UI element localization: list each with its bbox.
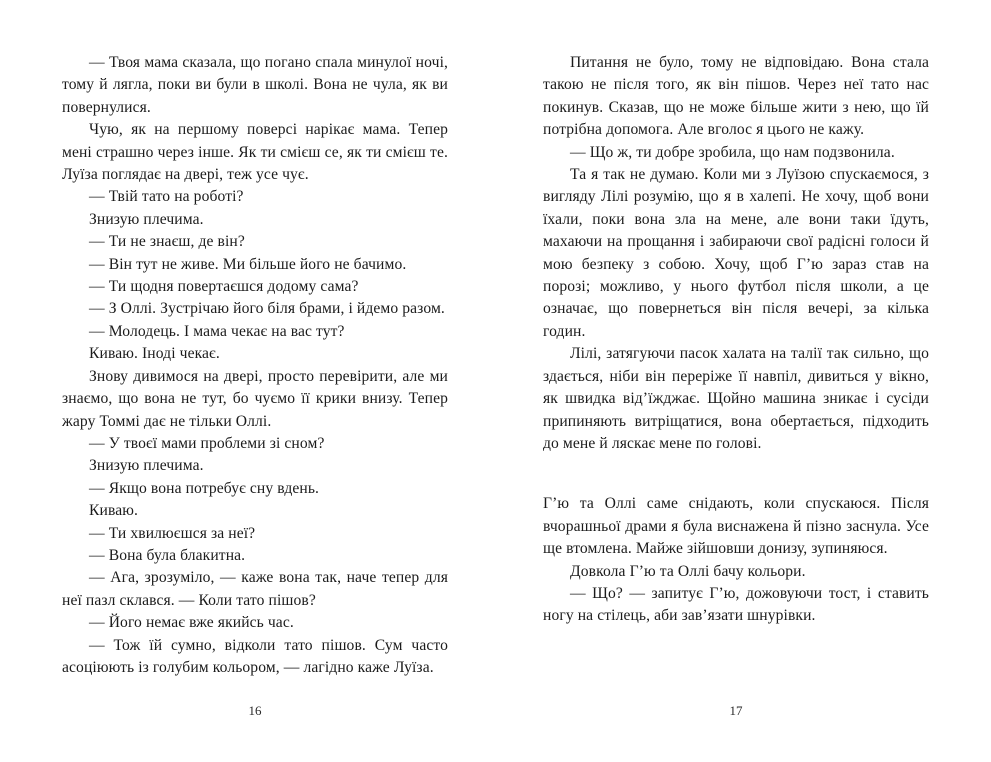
paragraph: — Твій тато на роботі?: [89, 188, 244, 206]
paragraph: Знову дивимося на двері, просто перевірити, але ми знаємо, що вона не тут, бо чуємо її крики внизу. Тепер жару Томмі дає не тільки Оллі.: [62, 367, 448, 430]
paragraph: — Тож їй сумно, відколи тато пішов. Сум часто асоціюють із голубим кольором, — лагідно каже Луїза.: [62, 636, 448, 676]
paragraph: — Його немає вже якийсь час.: [89, 614, 294, 632]
paragraph: Та я так не думаю. Коли ми з Луїзою спускаємося, з вигляду Лілі розумію, що я в халепі. Не хочу, щоб вони їхали, поки вона зла на мене, але вони таки їдуть, махаючи на прощання і забираючи свої радісні голоси й мою безпеку з собою. Хочу, щоб Г’ю зараз став на порозі; можливо, у нього футбол після школи, а це означає, що повернеться він після вечері, за кілька годин.: [543, 166, 929, 340]
section-break: [543, 455, 929, 493]
paragraph: — Що? — запитує Г’ю, дожовуючи тост, і ставить ногу на стілець, аби зав’язати шнурівки.: [543, 584, 929, 625]
paragraph: Киваю.: [89, 502, 138, 520]
paragraph: — Він тут не живе. Ми більше його не бачимо.: [89, 255, 407, 273]
paragraph: — Ти не знаєш, де він?: [89, 233, 245, 251]
paragraph: Киваю. Іноді чекає.: [89, 345, 220, 363]
paragraph: — Ти хвилюєшся за неї?: [89, 524, 256, 542]
paragraph: — Що ж, ти добре зробила, що нам подзвонила.: [570, 143, 895, 161]
paragraph: — Ага, зрозуміло, — каже вона так, наче тепер для неї пазл склався. — Коли тато пішов?: [62, 569, 448, 609]
page-right-text-block: [543, 52, 929, 628]
paragraph: — Твоя мама сказала, що погано спала минулої ночі, тому й лягла, поки ви були в школі. Вона не чула, як ви повернулися.: [62, 54, 448, 116]
paragraph: — Ти щодня повертаєшся додому сама?: [89, 278, 359, 296]
paragraph: Чую, як на першому поверсі нарікає мама. Тепер мені страшно через інше. Як ти смієш се, як ти смієш те. Луїза поглядає на двері, теж усе чує.: [62, 121, 448, 184]
paragraph: Довкола Г’ю та Оллі бачу кольори.: [570, 562, 806, 580]
page-number-right: 17: [729, 703, 743, 718]
paragraph: — Вона була блакитна.: [89, 546, 246, 564]
page-number-left: 16: [248, 703, 262, 718]
paragraph: Питання не було, тому не відповідаю. Вона стала такою не після того, як він пішов. Через неї тато нас покинув. Сказав, що не може більше жити з нею, що їй потрібна допомога. Але вголос я цього не кажу.: [543, 54, 929, 139]
paragraph: Лілі, затягуючи пасок халата на талії так сильно, що здається, ніби він переріже її навпіл, дивиться у вікно, як швидка від’їжджає. Щойно машина зникає і сусіди припиняють витріщатися, вона обертається, підходить до мене й ляскає мене по голові.: [543, 345, 929, 452]
paragraph: — Якщо вона потребує сну вдень.: [89, 479, 320, 497]
paragraph: Знизую плечима.: [89, 210, 204, 228]
paragraph: Знизую плечима.: [89, 457, 204, 475]
paragraph: Г’ю та Оллі саме снідають, коли спускаюся. Після вчорашньої драми я була виснажена й пізно заснула. Усе ще втомлена. Майже зійшовши донизу, зупиняюся.: [543, 495, 929, 558]
page-left-text-block: [62, 52, 448, 679]
paragraph: — У твоєї мами проблеми зі сном?: [89, 434, 325, 452]
paragraph: — Молодець. І мама чекає на вас тут?: [89, 322, 345, 340]
paragraph: — З Оллі. Зустрічаю його біля брами, і йдемо разом.: [89, 300, 445, 318]
